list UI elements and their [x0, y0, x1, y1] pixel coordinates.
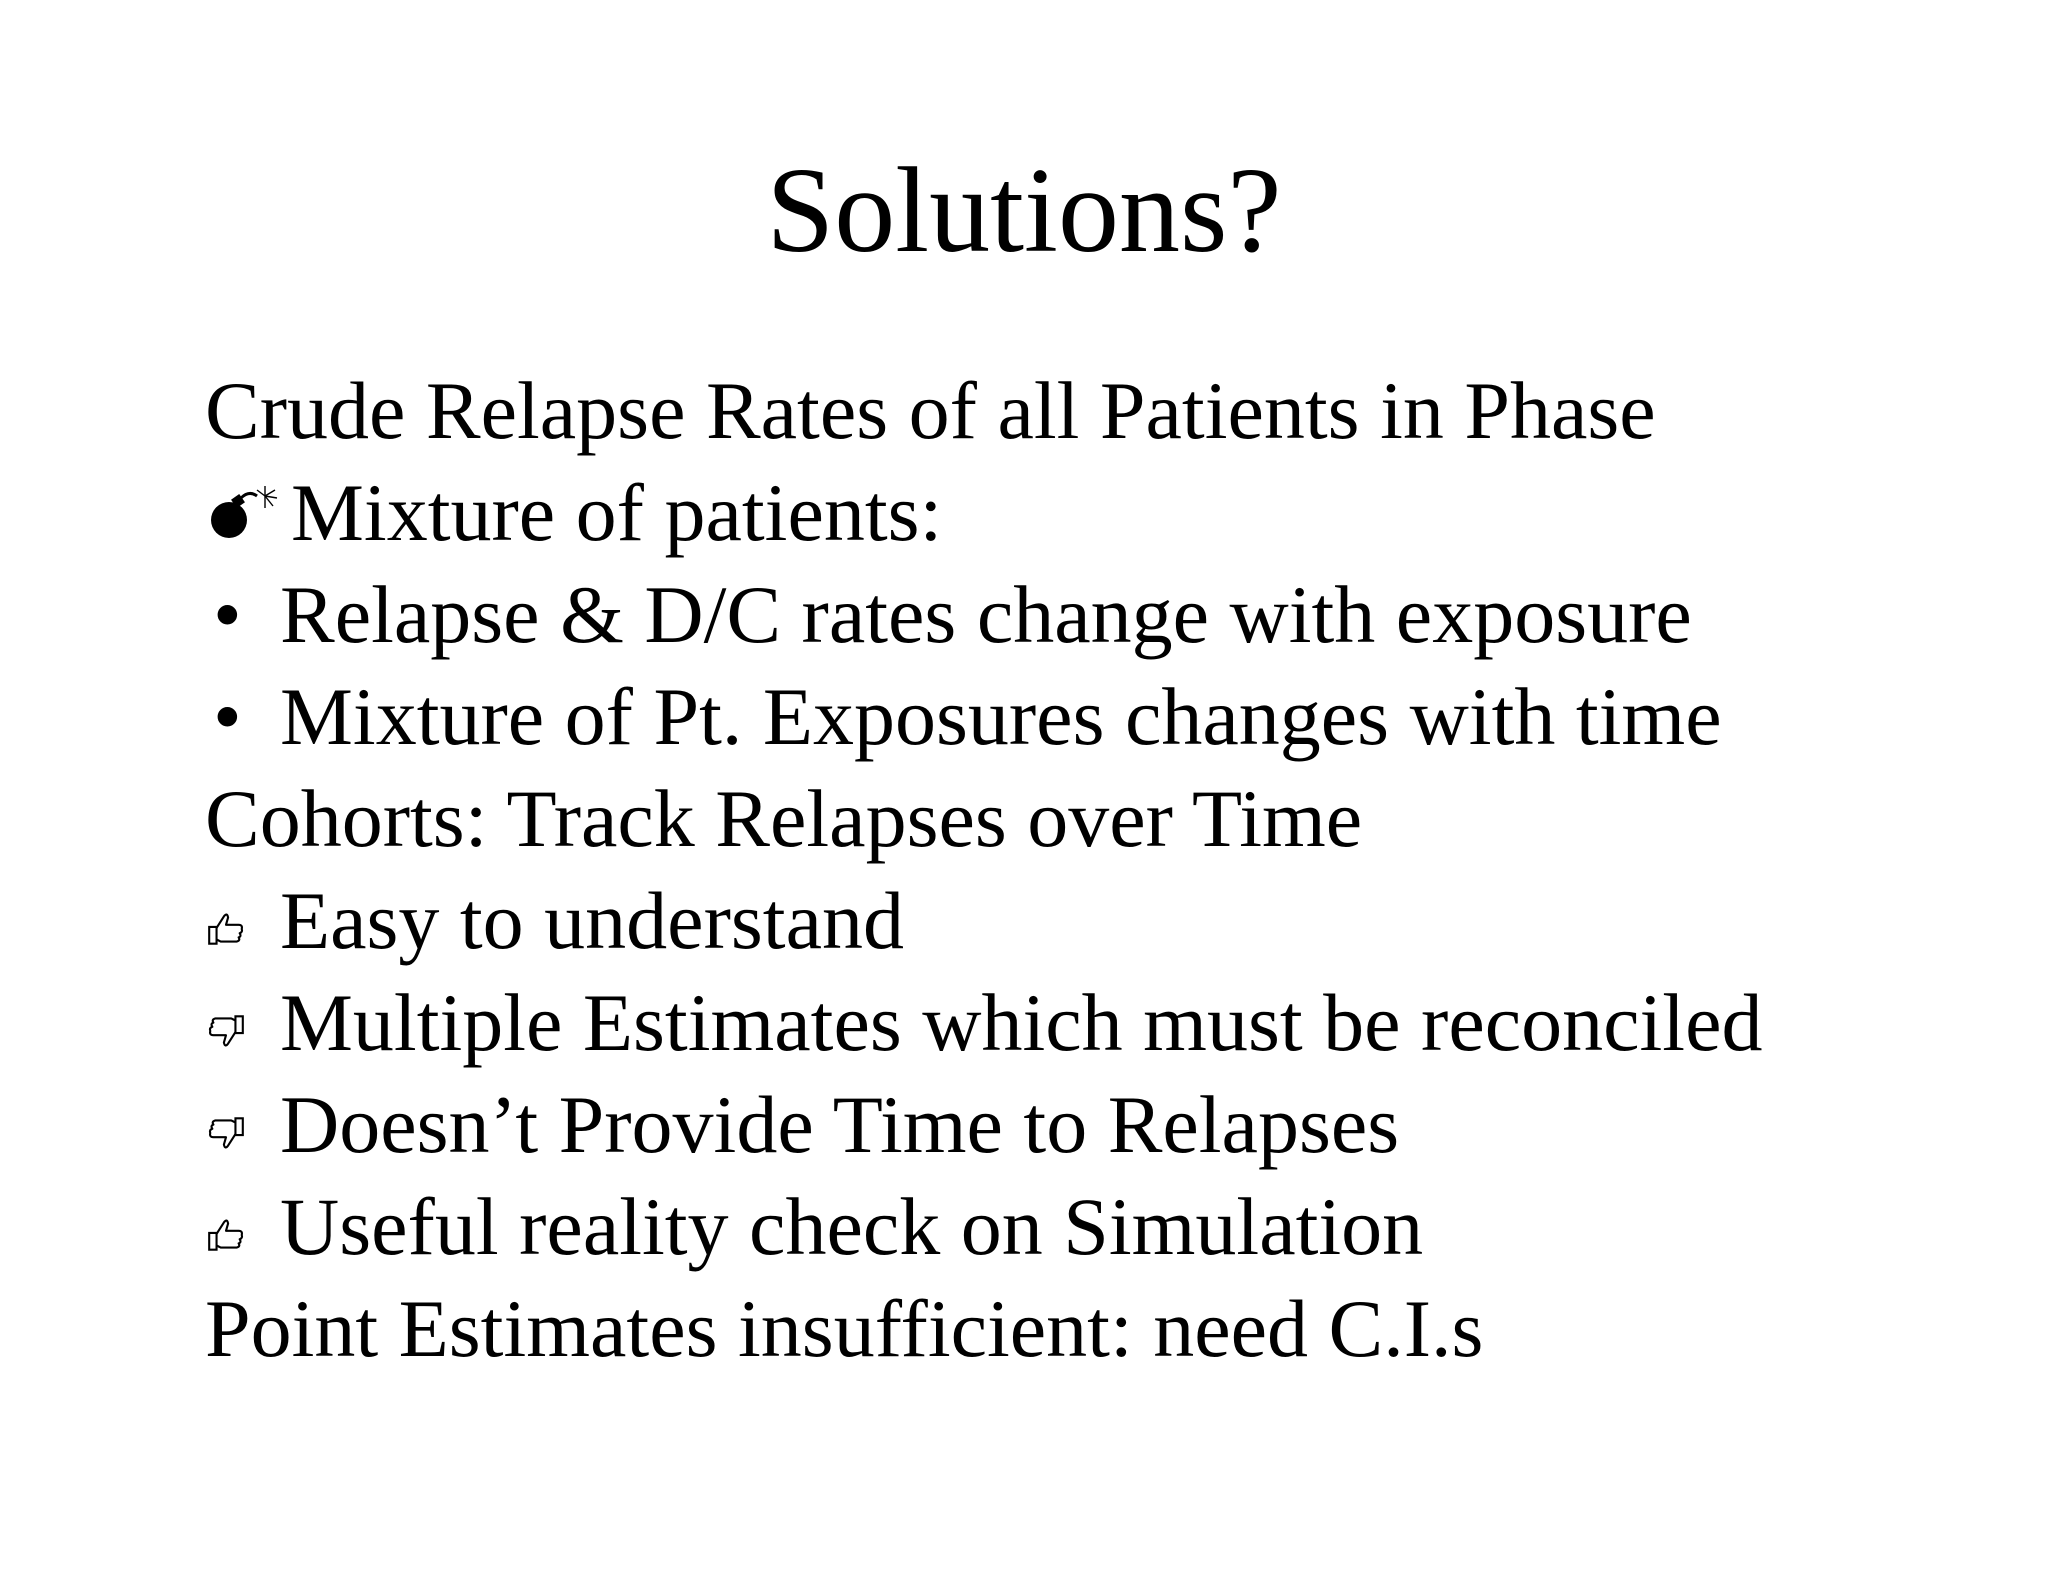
line-useful-reality-check: [205, 1181, 1424, 1272]
line-relapse-dc-rates: [205, 569, 1692, 660]
bullet-marker: •: [213, 671, 242, 762]
line-mixture-exposures: [205, 671, 1722, 762]
thumbs-up-icon: [205, 1186, 280, 1268]
line-text: Cohorts: Track Relapses over Time: [205, 773, 1363, 864]
thumbs-up-icon: [205, 880, 280, 962]
thumbs-down-icon: [205, 982, 280, 1064]
line-cohorts-track: [205, 773, 1363, 864]
line-doesnt-provide-time: [205, 1079, 1400, 1170]
bullet-marker: •: [213, 569, 242, 660]
line-crude-relapse-rates: [205, 365, 1656, 456]
line-text: Multiple Estimates which must be reconciled: [280, 977, 1763, 1068]
line-text: Crude Relapse Rates of all Patients in Phase: [205, 365, 1656, 456]
line-text: Mixture of patients:: [291, 467, 943, 558]
line-text: Mixture of Pt. Exposures changes with time: [280, 671, 1722, 762]
line-text: Easy to understand: [280, 875, 904, 966]
line-text: Doesn’t Provide Time to Relapses: [280, 1079, 1400, 1170]
line-text: Point Estimates insufficient: need C.I.s: [205, 1283, 1484, 1374]
slide-title: Solutions?: [766, 143, 1282, 278]
line-mixture-of-patients: [205, 467, 943, 558]
thumbs-down-icon: [205, 1084, 280, 1166]
line-text: Useful reality check on Simulation: [280, 1181, 1424, 1272]
line-point-estimates: [205, 1283, 1484, 1374]
bomb-icon: [205, 472, 291, 554]
line-easy-to-understand: [205, 875, 904, 966]
line-multiple-estimates: [205, 977, 1763, 1068]
line-text: Relapse & D/C rates change with exposure: [280, 569, 1692, 660]
